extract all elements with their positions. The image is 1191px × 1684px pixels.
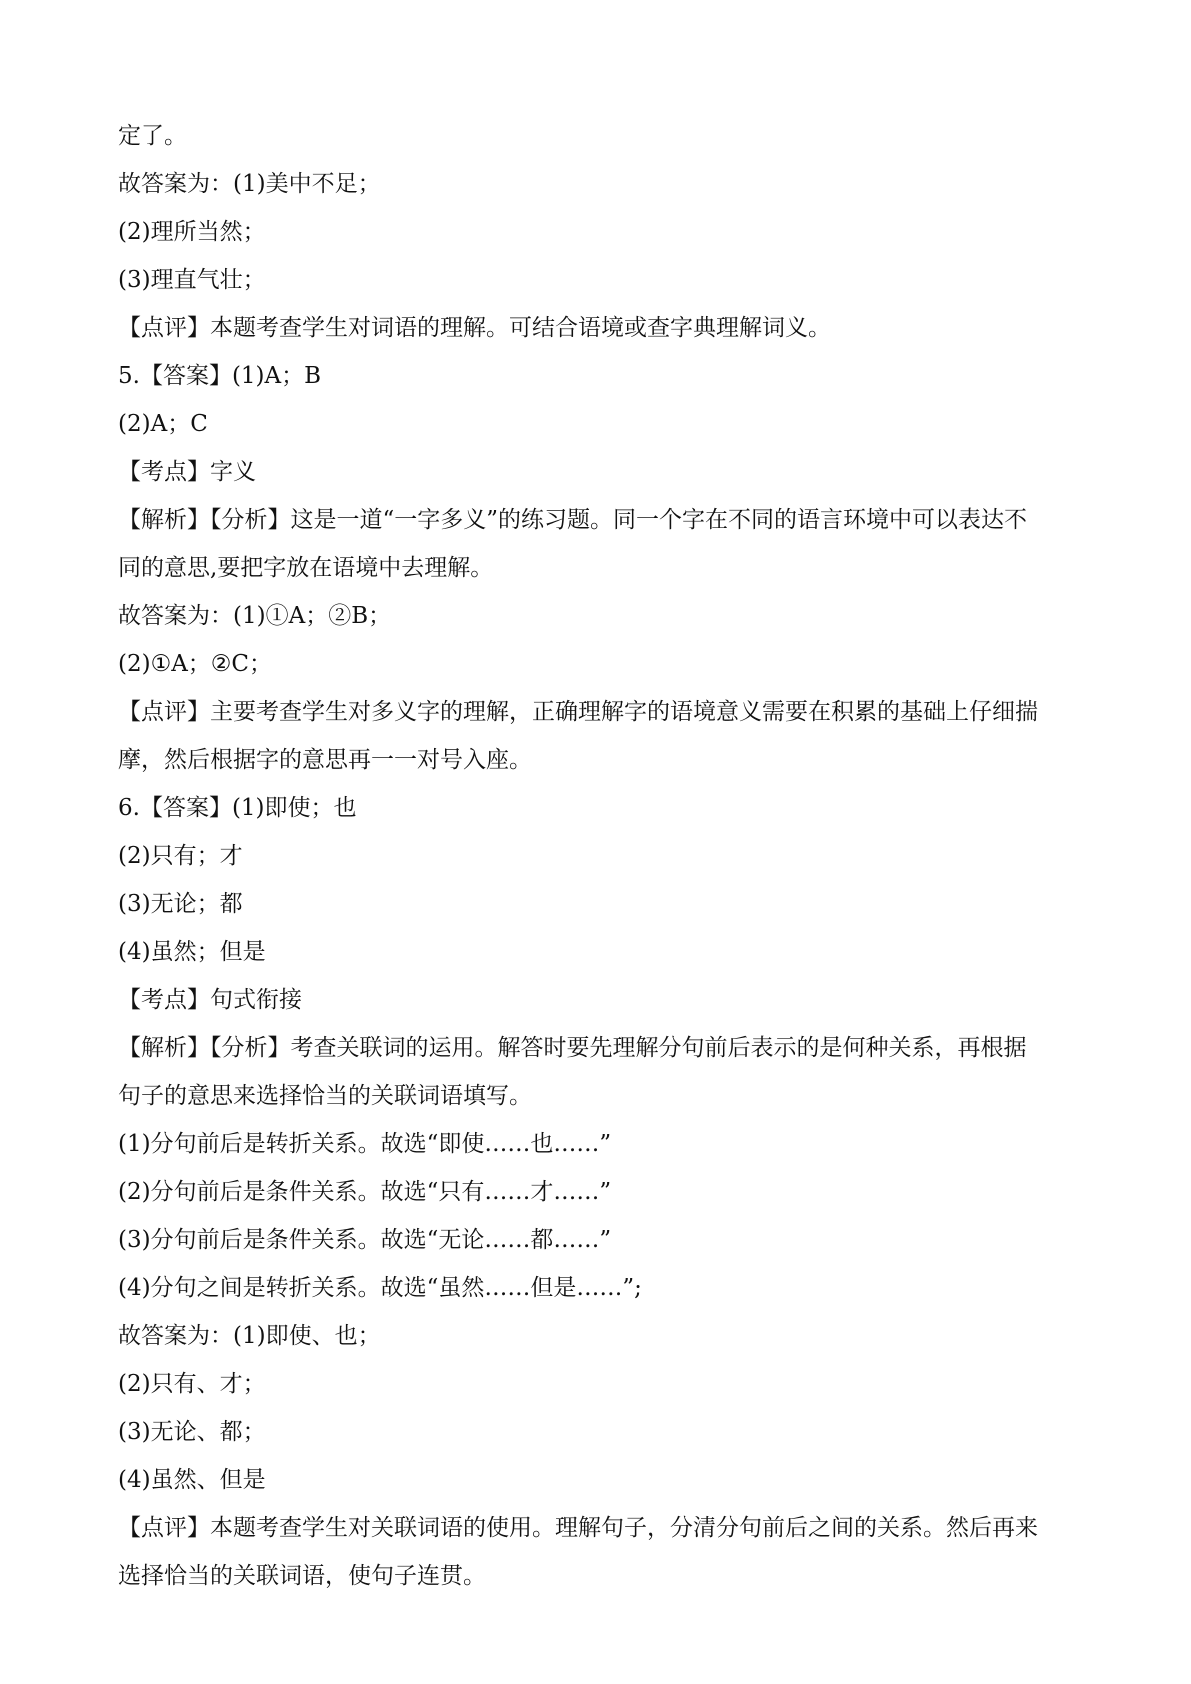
answer-line: (2)只有、才； [118,1371,266,1397]
question-answer-line: 6.【答案】(1)即使；也 [118,795,357,821]
comment-line: 【点评】主要考查学生对多义字的理解，正确理解字的语境意义需要在积累的基础上仔细揣 [118,699,1038,725]
knowledge-point-line: 【考点】句式衔接 [118,987,302,1013]
comment-line: 摩，然后根据字的意思再一一对号入座。 [118,747,532,773]
answer-line: (4)虽然、但是 [118,1467,266,1493]
text-line: 定了。 [118,123,187,149]
knowledge-point-line: 【考点】字义 [118,459,256,485]
answer-line: (2)A；C [118,411,208,437]
answer-line: (2)只有；才 [118,843,243,869]
answer-line: (3)无论；都 [118,891,243,917]
answer-line: 故答案为：(1)即使、也； [118,1323,381,1349]
document-page [118,112,1098,1600]
analysis-line: 【解析】【分析】这是一道“一字多义”的练习题。同一个字在不同的语言环境中可以表达不 [118,507,1028,533]
answer-line: (2)理所当然； [118,219,266,245]
answer-line: (4)虽然；但是 [118,939,266,965]
answer-line: (3)无论、都； [118,1419,266,1445]
explanation-line: (2)分句前后是条件关系。故选“只有……才……” [118,1179,612,1205]
analysis-line: 【解析】【分析】考查关联词的运用。解答时要先理解分句前后表示的是何种关系，再根据 [118,1035,1027,1061]
answer-line: 故答案为：(1)美中不足； [118,171,381,197]
explanation-line: (1)分句前后是转折关系。故选“即使……也……” [118,1131,612,1157]
comment-line: 【点评】本题考查学生对关联词语的使用。理解句子，分清分句前后之间的关系。然后再来 [118,1515,1038,1541]
analysis-line: 句子的意思来选择恰当的关联词语填写。 [118,1083,532,1109]
answer-line: (3)理直气壮； [118,267,266,293]
analysis-line: 同的意思,要把字放在语境中去理解。 [118,555,494,581]
question-answer-line: 5.【答案】(1)A；B [118,363,322,389]
answer-line: (2)①A；②C； [118,651,273,677]
comment-line: 【点评】本题考查学生对词语的理解。可结合语境或查字典理解词义。 [118,315,831,341]
explanation-line: (3)分句前后是条件关系。故选“无论……都……” [118,1227,612,1253]
answer-line: 故答案为：(1)①A；②B； [118,603,392,629]
comment-line: 选择恰当的关联词语，使句子连贯。 [118,1563,486,1589]
explanation-line: (4)分句之间是转折关系。故选“虽然……但是……”; [118,1275,642,1301]
